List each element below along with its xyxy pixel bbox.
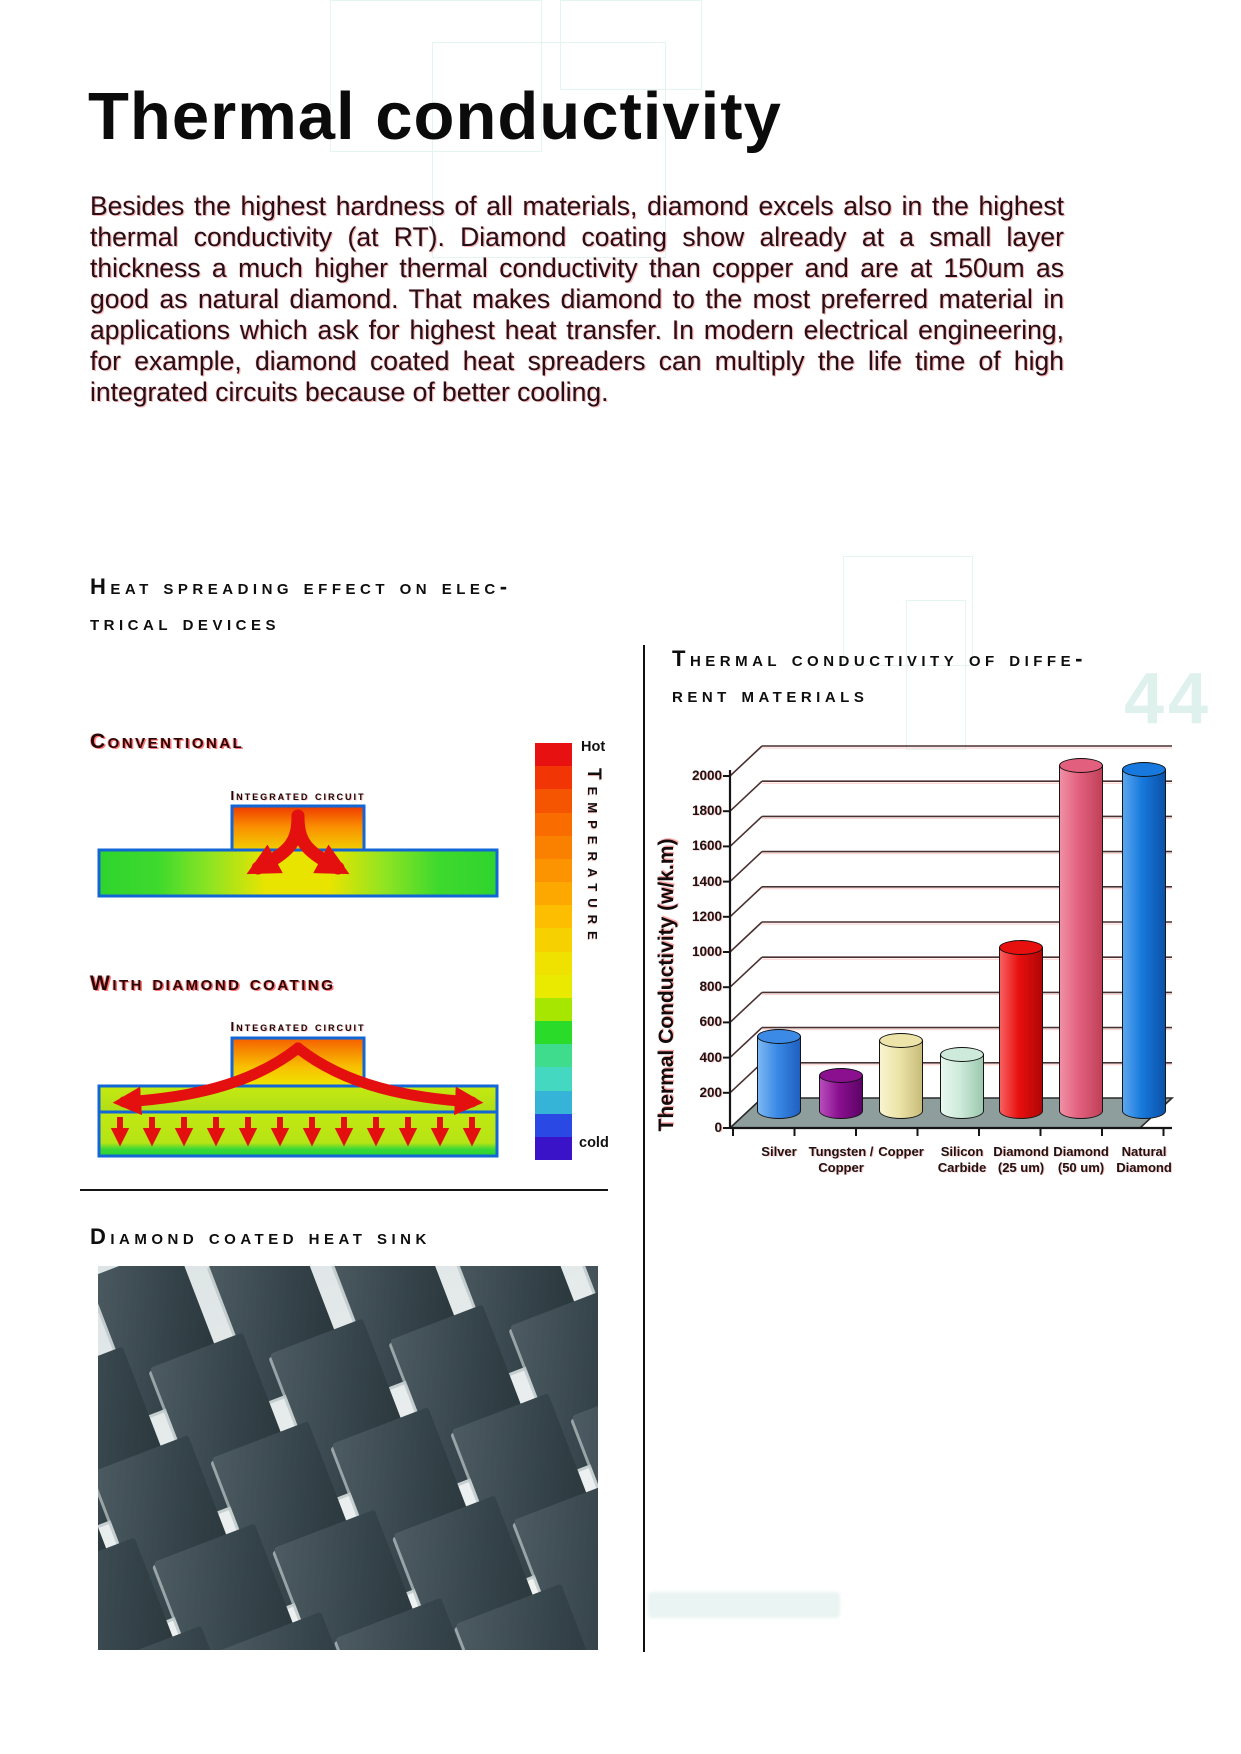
- y-tick-label: 600: [699, 1014, 722, 1030]
- colorbar-band: [535, 836, 572, 859]
- bar-cylinder-top: [1122, 762, 1166, 777]
- category-label-line: Diamond: [1116, 1160, 1172, 1175]
- body-paragraph: Besides the highest hardness of all materials, diamond excels also in the highest thermal conductivity (at RT). Diamond coating show already at a small layer thickness a much higher thermal conductivity than copper and are at 150um as good as natural diamond. That makes diamond to the most preferred material in applications which ask for highest heat transfer. In modern electrical engineering, for example, diamond coated heat spreaders can multiply the life time of high integrated circuits because of better cooling.: [90, 191, 1064, 407]
- colorbar-band: [535, 952, 572, 975]
- page-title: Thermal conductivity: [88, 79, 782, 154]
- y-tick-label: 0: [714, 1120, 722, 1135]
- category-label-line: Diamond: [1053, 1144, 1109, 1159]
- grid-depth-line: [730, 852, 762, 882]
- temperature-axis-label: Temperature: [583, 768, 604, 947]
- watermark-smudge: [648, 1592, 840, 1618]
- grid-depth-line: [730, 887, 762, 917]
- grid-depth-line: [730, 781, 762, 811]
- colorbar-band: [535, 1137, 572, 1160]
- integrated-circuit-label: Integrated circuit: [230, 788, 366, 803]
- grid-depth-line: [730, 816, 762, 846]
- bar-cylinder: [1122, 769, 1166, 1119]
- grid-depth-line: [730, 922, 762, 952]
- category-label-line: Silicon: [940, 1144, 984, 1159]
- colorbar-band: [535, 905, 572, 928]
- category-label-line: (50 um): [1057, 1160, 1105, 1175]
- left-section-heading-line2: trical devices: [90, 610, 280, 635]
- colorbar-band: [535, 1044, 572, 1067]
- right-section-heading-line1: Thermal conductivity of diffe-: [672, 646, 1087, 671]
- bar-chart: [650, 730, 1210, 1200]
- category-label-line: Tungsten /: [808, 1144, 874, 1159]
- watermark-rect: [560, 0, 702, 90]
- bar-cylinder: [757, 1036, 801, 1119]
- colorbar-band: [535, 766, 572, 789]
- y-tick-label: 1000: [691, 944, 722, 959]
- y-tick-label: 1600: [691, 838, 722, 854]
- with-diamond-coating-label: With diamond coating: [90, 972, 336, 995]
- colorbar-band: [535, 882, 572, 905]
- colorbar-band: [535, 998, 572, 1021]
- category-label-line: Copper: [878, 1144, 924, 1159]
- cold-label: cold: [579, 1135, 609, 1151]
- category-label-line: (25 um): [997, 1160, 1045, 1175]
- category-label: [744, 1144, 814, 1160]
- temperature-colorbar: [535, 743, 572, 1160]
- colorbar-band: [535, 743, 572, 766]
- heat-sink-photo: [98, 1266, 598, 1650]
- bar-cylinder: [879, 1040, 923, 1119]
- bar-cylinder: [1059, 765, 1103, 1119]
- colorbar-band: [535, 928, 572, 951]
- colorbar-band: [535, 789, 572, 812]
- y-tick-label: 400: [699, 1049, 722, 1065]
- category-label: [1046, 1144, 1116, 1176]
- substrate-block: [99, 850, 497, 896]
- watermark-number: 44: [1124, 659, 1213, 739]
- right-section-heading-line2: rent materials: [672, 682, 869, 707]
- bar-cylinder: [999, 947, 1043, 1119]
- category-label-line: Natural: [1121, 1144, 1167, 1159]
- category-label-line: Copper: [818, 1160, 864, 1175]
- bar-cylinder: [940, 1054, 984, 1119]
- bar-cylinder-top: [999, 940, 1043, 955]
- grid-depth-line: [730, 992, 762, 1022]
- y-tick-label: 1800: [691, 803, 722, 819]
- colorbar-band: [535, 1114, 572, 1137]
- horizontal-divider: [80, 1189, 608, 1191]
- colorbar-band: [535, 813, 572, 836]
- category-label-line: Silver: [761, 1144, 797, 1159]
- colorbar-band: [535, 975, 572, 998]
- y-tick-label: 800: [699, 979, 722, 995]
- colorbar-band: [535, 1021, 572, 1044]
- category-label-line: Diamond: [993, 1144, 1049, 1159]
- integrated-circuit-label: Integrated circuit: [230, 1019, 366, 1034]
- y-tick-label: 200: [699, 1084, 722, 1100]
- chart-y-axis-title: Thermal Conductivity (w/k.m): [655, 838, 678, 1132]
- bar-cylinder-top: [879, 1033, 923, 1048]
- conventional-diagram: [90, 800, 510, 910]
- grid-depth-line: [730, 957, 762, 987]
- left-section-heading-line1: Heat spreading effect on elec-: [90, 574, 512, 599]
- grid-depth-line: [730, 746, 762, 776]
- bar-cylinder-top: [819, 1068, 863, 1083]
- diamond-coating-diagram: [90, 1030, 510, 1165]
- hot-label: Hot: [581, 739, 606, 755]
- y-tick-label: 2000: [691, 768, 722, 783]
- conventional-label: Conventional: [90, 730, 245, 753]
- y-tick-label: 1400: [691, 873, 722, 889]
- y-tick-label: 1200: [691, 908, 722, 924]
- colorbar-band: [535, 859, 572, 882]
- heat-sink-heading: Diamond coated heat sink: [90, 1224, 431, 1249]
- colorbar-band: [535, 1067, 572, 1090]
- category-label: [1109, 1144, 1179, 1176]
- vertical-divider: [643, 645, 645, 1652]
- category-label-line: Carbide: [937, 1160, 987, 1175]
- category-label: [866, 1144, 936, 1160]
- bar-cylinder-top: [940, 1047, 984, 1062]
- colorbar-band: [535, 1091, 572, 1114]
